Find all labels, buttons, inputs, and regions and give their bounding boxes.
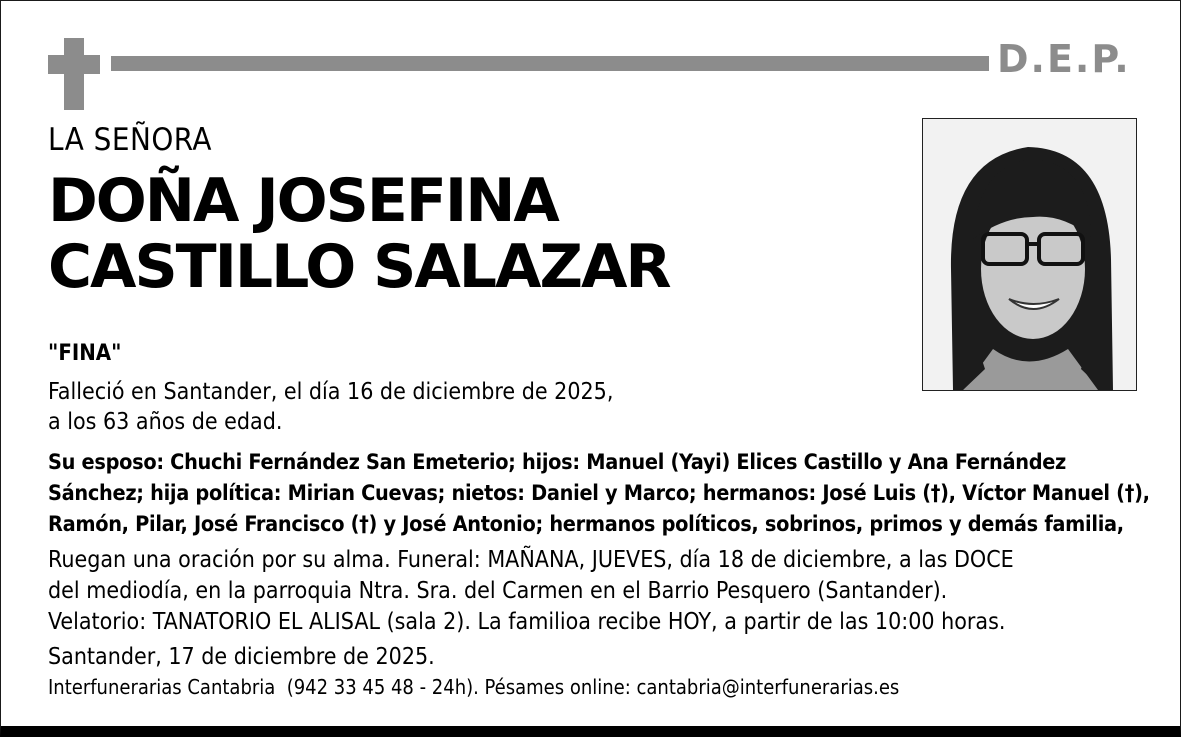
name-line-2: CASTILLO SALAZAR [48, 232, 670, 302]
dep-label: D.E.P. [997, 37, 1131, 81]
funeral-info [48, 545, 1014, 638]
name-line-1: DOÑA JOSEFINA [48, 166, 558, 236]
portrait-illustration [923, 119, 1136, 390]
title-label: LA SEÑORA [48, 122, 212, 158]
death-line-2: a los 63 años de edad. [48, 409, 283, 435]
death-info [48, 377, 613, 437]
nickname: "FINA" [48, 341, 122, 366]
contact-line: Interfunerarias Cantabria (942 33 45 48 - 24h). Pésames online: cantabria@interfunerarias.es [48, 675, 900, 699]
portrait-photo [922, 118, 1137, 391]
family-list: Su esposo: Chuchi Fernández San Emeterio; hijos: Manuel (Yayi) Elices Castillo y Ana Fernández Sánchez; hija política: Mirian Cuevas; nietos: Daniel y Marco; hermanos: José Luis (†), Víctor Manuel (†), Ramón, Pilar, José Francisco (†) y José Antonio; hermanos políticos, sobrinos, primos y demás familia, [48, 450, 1150, 537]
notice-date: Santander, 17 de diciembre de 2025. [48, 644, 435, 670]
cross-icon [48, 38, 100, 110]
header-rule [111, 56, 989, 71]
death-line-1: Falleció en Santander, el día 16 de diciembre de 2025, [48, 379, 614, 405]
funeral-line-1: Ruegan una oración por su alma. Funeral: MAÑANA, JUEVES, día 18 de diciembre, a las DOCE [48, 547, 1014, 573]
funeral-line-3: Velatorio: TANATORIO EL ALISAL (sala 2). La familioa recibe HOY, a partir de las 10:00 horas. [48, 609, 1006, 635]
deceased-name [48, 168, 670, 300]
funeral-line-2: del mediodía, en la parroquia Ntra. Sra. del Carmen en el Barrio Pesquero (Santander). [48, 578, 948, 604]
